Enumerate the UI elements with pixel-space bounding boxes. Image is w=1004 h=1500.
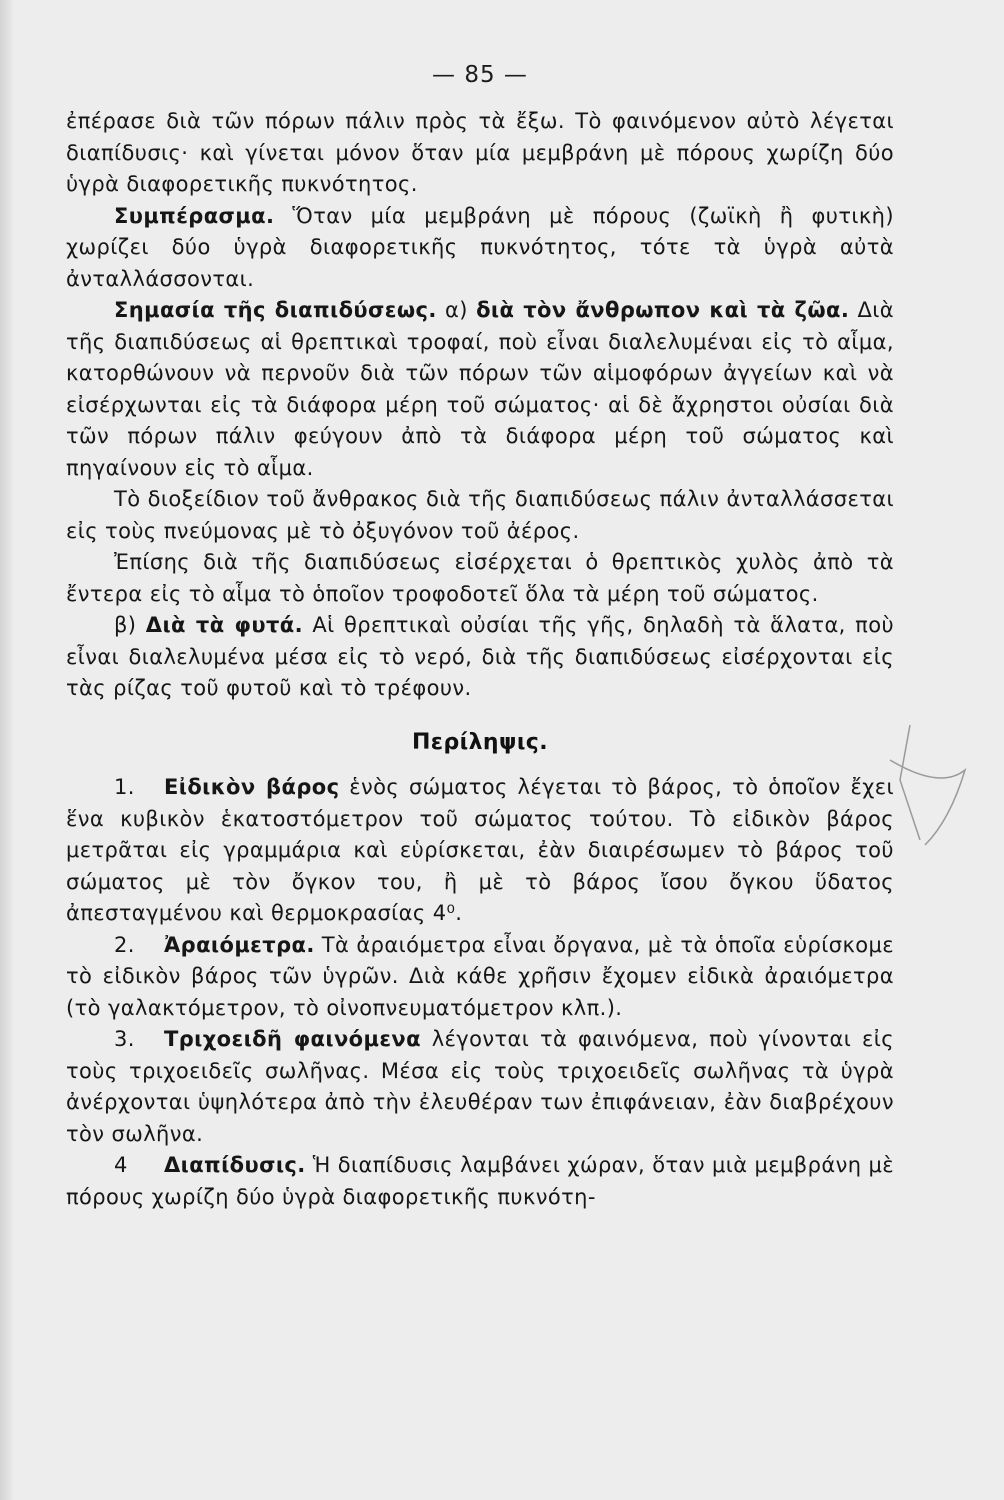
summary-item-text: Ἡ διαπίδυσις λαμβάνει χώραν, ὅταν μιὰ μεμβράνη μὲ πόρους χωρίζη δύο ὑγρὰ διαφορετικῆς πυκνότη- <box>66 1153 895 1209</box>
significance-marker: α) <box>436 298 477 322</box>
paragraph-significance <box>66 295 894 484</box>
paragraph-carbon-dioxide: Τὸ διοξείδιον τοῦ ἄνθρακος διὰ τῆς διαπιδύσεως πάλιν ἀνταλλάσσεται εἰς τοὺς πνεύμονας μὲ τὸ ὀξυγόνον τοῦ ἀέρος. <box>66 487 894 543</box>
body-text <box>66 106 894 1213</box>
paragraph-continuation: ἐπέρασε διὰ τῶν πόρων πάλιν πρὸς τὰ ἔξω. Τὸ φαινόμενον αὐτὸ λέγεται διαπίδυσις· καὶ γίνεται μόνον ὅταν μία μεμβράνη μὲ πόρους χωρίζη δύο ὑγρὰ διαφορετικῆς πυκνότητος. <box>66 109 894 196</box>
summary-item-label: Ἀραιόμετρα. <box>164 932 315 957</box>
significance-text: Διὰ τῆς διαπιδύσεως αἱ θρεπτικαὶ τροφαί, ποὺ εἶναι διαλελυμέναι εἰς τὸ αἷμα, κατορθώνουν νὰ περνοῦν διὰ τῶν πόρων τῶν αἱμοφόρων ἀγγείων καὶ νὰ εἰσέρχωνται εἰς τὰ διάφορα μέρη τοῦ σώματος· αἱ δὲ ἄχρηστοι οὐσίαι διὰ τῶν πόρων πάλιν φεύγουν ἀπὸ τὰ διάφορα μέρη τοῦ σώματος καὶ πηγαίνουν εἰς τὸ αἷμα. <box>66 298 894 480</box>
significance-sublabel: διὰ τὸν ἄνθρωπον καὶ τὰ ζῶα. <box>476 298 850 322</box>
summary-item <box>66 1150 894 1213</box>
pencil-mark-icon <box>880 720 970 850</box>
summary-item-text: ἑνὸς σώματος λέγεται τὸ βάρος, τὸ ὁποῖον ἔχει ἕνα κυβικὸν ἑκατοστόμετρον τοῦ σώματος τούτου. Τὸ εἰδικὸν βάρος μετρᾶται εἰς γραμμάρια καὶ εὑρίσκεται, ἐὰν διαιρέσωμεν τὸ βάρος τοῦ σώματος μὲ τὸν ὄγκον του, ἢ μὲ τὸ βάρος ἴσου ὄγκου ὕδατος ἀπεσταγμένου καὶ θερμοκρασίας 4⁰. <box>66 775 894 925</box>
page-number: — 85 — <box>432 62 528 88</box>
summary-item-label: Διαπίδυσις. <box>164 1153 306 1177</box>
summary-item-number: 3. <box>114 1027 135 1051</box>
summary-item <box>66 1024 894 1150</box>
conclusion-label: Συμπέρασμα. <box>114 203 275 228</box>
summary-item-number: 4 <box>114 1153 128 1177</box>
summary-item-number: 1. <box>114 775 135 799</box>
paragraph-nutrient-chyle: Ἐπίσης διὰ τῆς διαπιδύσεως εἰσέρχεται ὁ θρεπτικὸς χυλὸς ἀπὸ τὰ ἔντερα εἰς τὸ αἷμα τὸ ὁποῖον τροφοδοτεῖ ὅλα τὰ μέρη τοῦ σώματος. <box>66 550 894 606</box>
plants-text: Αἱ θρεπτικαὶ οὐσίαι τῆς γῆς, δηλαδὴ τὰ ἅλατα, ποὺ εἶναι διαλελυμένα μέσα εἰς τὸ νερό, διὰ τῆς διαπιδύσεως εἰσέρχονται εἰς τὰς ρίζας τοῦ φυτοῦ καὶ τὸ τρέφουν. <box>66 613 894 700</box>
significance-label: Σημασία τῆς διαπιδύσεως. <box>114 298 437 322</box>
plants-label: Διὰ τὰ φυτά. <box>145 613 303 637</box>
summary-item-label: Εἰδικὸν βάρος <box>164 775 340 799</box>
paragraph-plants <box>66 610 894 705</box>
summary-item <box>66 772 894 930</box>
summary-heading: Περίληψις. <box>412 729 548 755</box>
conclusion-text: Ὅταν μία μεμβράνη μὲ πόρους (ζωϊκὴ ἢ φυτικὴ) χωρίζει δύο ὑγρὰ διαφορετικῆς πυκνότητος, τότε τὰ ὑγρὰ αὐτὰ ἀνταλλάσσονται. <box>66 203 894 291</box>
paragraph-conclusion <box>66 201 894 296</box>
summary-item <box>66 930 894 1025</box>
summary-item-label: Τριχοειδῆ φαινόμενα <box>164 1027 421 1051</box>
summary-item-text: Τὰ ἀραιόμετρα εἶναι ὄργανα, μὲ τὰ ὁποῖα εὑρίσκομε τὸ εἰδικὸν βάρος τῶν ὑγρῶν. Διὰ κάθε χρῆσιν ἔχομεν εἰδικὰ ἀραιόμετρα (τὸ γαλακτόμετρον, τὸ οἰνοπνευματόμετρον κλπ.). <box>66 932 894 1020</box>
plants-marker: β) <box>114 613 146 637</box>
summary-item-number: 2. <box>114 932 135 957</box>
summary-item-text: λέγονται τὰ φαινόμενα, ποὺ γίνονται εἰς τοὺς τριχοειδεῖς σωλῆνας. Μέσα εἰς τοὺς τριχοειδεῖς σωλῆνας τὰ ὑγρὰ ἀνέρχονται ὑψηλότερα ἀπὸ τὴν ἐλευθέραν των ἐπιφάνειαν, ἐὰν διαβρέχουν τὸν σωλῆνα. <box>66 1027 894 1146</box>
